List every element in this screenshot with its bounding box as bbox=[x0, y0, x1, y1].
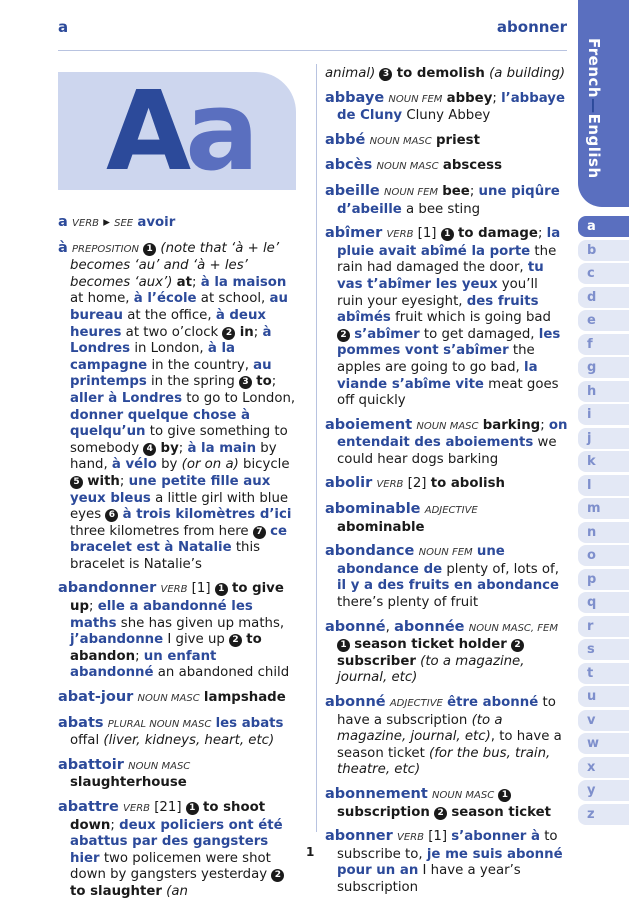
alphabet-tab-a[interactable]: a bbox=[578, 216, 629, 237]
sense-number: 1 bbox=[186, 802, 199, 815]
text: ; bbox=[469, 183, 479, 199]
text: ; bbox=[253, 324, 263, 340]
text: meat goes off quickly bbox=[337, 376, 559, 409]
french-example: les pommes vont s’abîmer bbox=[337, 326, 561, 359]
french-example: on entendait des aboiements bbox=[337, 417, 568, 451]
dictionary-entry bbox=[325, 90, 568, 125]
headword: abandonner bbox=[58, 580, 157, 597]
dictionary-entry bbox=[325, 694, 568, 779]
french-example: des fruits abîmés bbox=[337, 293, 539, 326]
part-of-speech: SEE bbox=[114, 218, 134, 229]
gloss: (to a magazine, journal, etc) bbox=[337, 653, 525, 686]
headword: abonné bbox=[325, 618, 386, 635]
text: ; bbox=[271, 374, 277, 390]
part-of-speech: NOUN MASC bbox=[137, 693, 200, 705]
french-example: la viande s’abîme vite bbox=[337, 359, 538, 392]
french-example: une abondance de bbox=[337, 544, 505, 577]
text: Cluny Abbey bbox=[402, 108, 491, 124]
gloss: (for the bus, train, theatre, etc) bbox=[337, 745, 551, 778]
translation: with bbox=[87, 473, 120, 489]
translation: priest bbox=[436, 132, 480, 148]
translation: subscription bbox=[337, 804, 430, 820]
text: we could hear dogs barking bbox=[337, 435, 557, 467]
sense-number: 2 bbox=[337, 329, 350, 342]
text: there’s plenty of fruit bbox=[337, 595, 479, 611]
text: to get damaged, bbox=[419, 326, 539, 342]
sense-number: 3 bbox=[379, 68, 392, 81]
french-example: elle a abandonné les maths bbox=[70, 599, 253, 631]
sense-number: 1 bbox=[337, 639, 350, 652]
alphabet-tab-e[interactable]: e bbox=[578, 310, 629, 331]
text: [1] bbox=[423, 829, 452, 845]
translation: in bbox=[239, 324, 254, 340]
headword: abolir bbox=[325, 475, 373, 492]
part-of-speech: NOUN MASC, FEM bbox=[468, 622, 558, 634]
translation: barking bbox=[482, 417, 541, 433]
alphabet-tab-o[interactable]: o bbox=[578, 545, 629, 566]
headword: a bbox=[58, 214, 68, 230]
dictionary-entry bbox=[325, 417, 568, 469]
french-example: la pluie avait abîmé la porte bbox=[337, 226, 561, 259]
translation: to give up bbox=[70, 581, 284, 615]
text: at school, bbox=[196, 291, 270, 307]
sense-number: 1 bbox=[143, 243, 156, 256]
headword: aboiement bbox=[325, 416, 413, 433]
text: to go to London, bbox=[181, 390, 296, 406]
dictionary-entry bbox=[58, 240, 296, 574]
headword: abbé bbox=[325, 131, 366, 148]
alphabet-tab-v[interactable]: v bbox=[578, 710, 629, 731]
alphabet-tab-m[interactable]: m bbox=[578, 498, 629, 519]
gloss: (an bbox=[161, 883, 188, 899]
headword: abbaye bbox=[325, 89, 385, 106]
alphabet-tab-g[interactable]: g bbox=[578, 357, 629, 378]
part-of-speech: VERB bbox=[386, 229, 414, 241]
text: fruit which is going bad bbox=[390, 310, 551, 326]
french-example: à Londres bbox=[70, 324, 272, 357]
alphabet-tab-t[interactable]: t bbox=[578, 663, 629, 684]
tab-lang-target: English bbox=[585, 113, 603, 179]
dictionary-entry bbox=[58, 715, 296, 750]
text: offal bbox=[70, 733, 104, 749]
alphabet-tab-c[interactable]: c bbox=[578, 263, 629, 284]
french-example: à l’école bbox=[133, 291, 197, 307]
text: ▸ bbox=[99, 215, 115, 230]
part-of-speech: VERB bbox=[376, 479, 404, 491]
headword: abominable bbox=[325, 501, 421, 518]
french-example: avoir bbox=[137, 215, 176, 230]
text: , bbox=[385, 619, 395, 635]
translation: by bbox=[160, 440, 179, 456]
text: [21] bbox=[150, 800, 186, 815]
text: ; bbox=[135, 648, 144, 664]
text: bicycle bbox=[238, 457, 290, 473]
part-of-speech: NOUN FEM bbox=[383, 186, 439, 198]
french-example: ce bracelet est à Natalie bbox=[70, 523, 287, 556]
alphabet-tab-z[interactable]: z bbox=[578, 804, 629, 825]
gloss: (liver, kidneys, heart, etc) bbox=[103, 733, 275, 749]
alphabet-tab-s[interactable]: s bbox=[578, 639, 629, 660]
text: the apples are going to go bad, bbox=[337, 343, 535, 375]
french-example: à vélo bbox=[111, 457, 157, 473]
french-example: au bureau bbox=[70, 291, 288, 323]
text: in the spring bbox=[146, 374, 240, 390]
text: [1] bbox=[413, 226, 441, 242]
translation: slaughterhouse bbox=[70, 775, 187, 791]
french-example: à deux heures bbox=[70, 307, 266, 340]
guide-word-left: a bbox=[58, 18, 69, 36]
text: , to have a season ticket bbox=[337, 729, 562, 761]
translation: at bbox=[176, 274, 193, 290]
translation: season ticket bbox=[451, 804, 552, 820]
headword: abattre bbox=[58, 799, 119, 815]
text: plenty of, lots of, bbox=[442, 561, 559, 577]
french-example: aller à Londres bbox=[70, 390, 182, 406]
alphabet-tab-h[interactable]: h bbox=[578, 381, 629, 402]
thumb-tab-title bbox=[585, 38, 603, 179]
right-column bbox=[325, 66, 568, 904]
text: this bracelet is Natalie’s bbox=[70, 540, 261, 572]
alphabet-tab-l[interactable]: l bbox=[578, 475, 629, 496]
alphabet-tab-k[interactable]: k bbox=[578, 451, 629, 472]
big-letter-upper: A bbox=[106, 67, 186, 195]
big-letter bbox=[106, 66, 253, 196]
alphabet-tab-q[interactable]: q bbox=[578, 592, 629, 613]
part-of-speech: PREPOSITION bbox=[72, 243, 139, 255]
alphabet-tab-b[interactable]: b bbox=[578, 240, 629, 261]
translation: abscess bbox=[442, 158, 502, 174]
text: ; bbox=[492, 90, 502, 106]
part-of-speech: NOUN FEM bbox=[418, 547, 473, 559]
headword: abat-jour bbox=[58, 689, 134, 706]
translation: to bbox=[256, 374, 272, 390]
text: ; bbox=[192, 274, 201, 290]
text: by bbox=[156, 457, 182, 473]
dictionary-entry bbox=[325, 132, 568, 151]
text: in the country, bbox=[147, 357, 254, 373]
alphabet-tab-n[interactable]: n bbox=[578, 522, 629, 543]
french-example: au printemps bbox=[70, 357, 272, 390]
translation: to slaughter bbox=[70, 883, 162, 899]
alphabet-tab-p[interactable]: p bbox=[578, 569, 629, 590]
translation: to damage bbox=[457, 226, 538, 242]
part-of-speech: NOUN MASC bbox=[416, 420, 479, 432]
text: an abandoned child bbox=[153, 665, 290, 681]
french-example: j’abandonne bbox=[70, 632, 164, 648]
text: in London, bbox=[130, 341, 208, 357]
dictionary-entry bbox=[58, 799, 296, 901]
text: ; bbox=[178, 440, 188, 456]
translation: bee bbox=[442, 183, 470, 199]
gloss: (a building) bbox=[484, 66, 566, 81]
alphabet-tab-d[interactable]: d bbox=[578, 287, 629, 308]
headword: abcès bbox=[325, 157, 373, 174]
headword: abonné bbox=[325, 694, 386, 710]
tab-lang-source: French bbox=[585, 38, 603, 99]
french-example: à la campagne bbox=[70, 341, 236, 373]
dictionary-entry bbox=[325, 828, 568, 896]
text: three kilometres from here bbox=[70, 523, 253, 539]
text: at two o’clock bbox=[121, 324, 223, 340]
translation: season ticket holder bbox=[354, 637, 507, 653]
french-example: les abats bbox=[215, 715, 284, 731]
tab-dash: — bbox=[585, 98, 603, 114]
sense-number: 2 bbox=[434, 807, 447, 820]
text: [1] bbox=[187, 581, 215, 597]
part-of-speech: VERB bbox=[397, 832, 424, 844]
text: [2] bbox=[403, 476, 431, 492]
french-example: une piqûre d’abeille bbox=[337, 183, 560, 217]
french-example: il y a des fruits en abondance bbox=[337, 578, 560, 594]
alphabet-tab-y[interactable]: y bbox=[578, 780, 629, 801]
big-letter-lower: a bbox=[185, 67, 254, 195]
sense-number: 4 bbox=[143, 443, 156, 456]
text: I have a year’s subscription bbox=[337, 863, 521, 895]
french-example: s’abonner à bbox=[451, 829, 540, 845]
sense-number: 5 bbox=[70, 476, 83, 489]
gloss: (to a magazine, journal, etc) bbox=[337, 712, 503, 745]
part-of-speech: NOUN MASC bbox=[432, 789, 495, 801]
headword: abonnement bbox=[325, 785, 428, 802]
page-number: 1 bbox=[306, 845, 315, 859]
text: ; bbox=[89, 599, 98, 615]
alphabet-tab-u[interactable]: u bbox=[578, 686, 629, 707]
headword: abonnée bbox=[394, 618, 465, 635]
dictionary-entry bbox=[58, 214, 296, 233]
translation: to abolish bbox=[430, 476, 505, 492]
text: at home, bbox=[70, 291, 134, 307]
french-example: donner quelque chose à quelqu’un bbox=[70, 407, 251, 440]
french-example: l’abbaye de Cluny bbox=[337, 90, 565, 124]
french-example: être abonné bbox=[447, 695, 539, 710]
dictionary-entry bbox=[325, 183, 568, 218]
part-of-speech: VERB bbox=[123, 803, 150, 814]
alphabet-tab-j[interactable]: j bbox=[578, 428, 629, 449]
headword: abondance bbox=[325, 543, 415, 560]
text: to subscribe to, bbox=[337, 829, 558, 862]
text: to have a subscription bbox=[337, 695, 556, 728]
part-of-speech: VERB bbox=[72, 218, 99, 229]
sense-number: 2 bbox=[229, 634, 242, 647]
text: a little girl with blue eyes bbox=[70, 490, 289, 523]
headword: abîmer bbox=[325, 225, 383, 242]
sense-number: 2 bbox=[271, 869, 284, 882]
gloss: (or on a) bbox=[181, 457, 239, 473]
dictionary-entry bbox=[325, 786, 568, 821]
french-example: deux policiers ont été abattus par des gangsters hier bbox=[70, 817, 283, 866]
sense-number: 1 bbox=[441, 228, 454, 241]
headword: abattoir bbox=[58, 756, 124, 773]
dictionary-entry bbox=[325, 225, 568, 410]
sense-number: 2 bbox=[511, 639, 524, 652]
french-example: tu vas t’abîmer les yeux bbox=[337, 260, 544, 292]
dictionary-entry bbox=[325, 543, 568, 611]
dictionary-entry bbox=[325, 501, 568, 536]
column-divider bbox=[316, 64, 317, 832]
headword: abonner bbox=[325, 828, 393, 845]
text: by hand, bbox=[70, 440, 277, 473]
translation: lampshade bbox=[203, 690, 286, 706]
alphabet-tab-f[interactable]: f bbox=[578, 334, 629, 355]
alphabet-tab-r[interactable]: r bbox=[578, 616, 629, 637]
text: to give something to somebody bbox=[70, 424, 288, 456]
translation: to shoot down bbox=[70, 800, 266, 833]
part-of-speech: PLURAL NOUN MASC bbox=[107, 718, 212, 730]
headword: abats bbox=[58, 714, 104, 731]
dictionary-entry bbox=[58, 757, 296, 792]
text: two policemen were shot down by gangsters yesterday bbox=[70, 850, 272, 883]
sense-number: 3 bbox=[239, 376, 252, 389]
part-of-speech: NOUN MASC bbox=[128, 760, 191, 772]
french-example: un enfant abandonné bbox=[70, 648, 217, 681]
part-of-speech: VERB bbox=[160, 584, 188, 596]
sense-number: 6 bbox=[105, 509, 118, 522]
sense-number: 2 bbox=[222, 327, 235, 340]
alphabet-index bbox=[578, 216, 629, 827]
text: you’ll ruin your eyesight, bbox=[337, 276, 538, 309]
dictionary-entry bbox=[325, 66, 568, 83]
text: ; bbox=[540, 417, 549, 433]
part-of-speech: ADJECTIVE bbox=[424, 505, 478, 517]
dictionary-entry bbox=[58, 580, 296, 682]
part-of-speech: NOUN MASC bbox=[369, 135, 432, 147]
translation: abominable bbox=[337, 519, 425, 535]
header-rule bbox=[58, 50, 567, 51]
french-example: une petite fille aux yeux bleus bbox=[70, 473, 271, 506]
part-of-speech: NOUN MASC bbox=[376, 161, 439, 173]
translation: to demolish bbox=[396, 66, 485, 81]
french-example: à la maison bbox=[200, 274, 287, 290]
alphabet-tab-x[interactable]: x bbox=[578, 757, 629, 778]
sense-number: 1 bbox=[498, 789, 511, 802]
dictionary-entry bbox=[58, 689, 296, 708]
translation: abbey bbox=[446, 90, 493, 106]
dictionary-entry bbox=[325, 475, 568, 494]
text: ; bbox=[119, 473, 129, 489]
french-example: à la main bbox=[187, 440, 257, 456]
dictionary-entry bbox=[325, 157, 568, 176]
left-column bbox=[58, 214, 296, 908]
gloss: (note that ‘à + le’ becomes ‘au’ and ‘à + les’ becomes ‘aux’) bbox=[70, 240, 280, 290]
translation: to abandon bbox=[70, 632, 262, 664]
translation: subscriber bbox=[337, 653, 416, 669]
text: ; bbox=[537, 226, 547, 242]
text: she has given up maths, bbox=[116, 615, 285, 631]
text: the rain had damaged the door, bbox=[337, 243, 557, 276]
alphabet-tab-i[interactable]: i bbox=[578, 404, 629, 425]
text: I give up bbox=[163, 632, 230, 648]
headword: abeille bbox=[325, 182, 380, 199]
french-example: s’abîmer bbox=[354, 326, 420, 342]
headword: à bbox=[58, 239, 68, 256]
french-example: je me suis abonné pour un an bbox=[337, 846, 563, 879]
sense-number: 7 bbox=[253, 526, 266, 539]
sense-number: 1 bbox=[215, 583, 228, 596]
part-of-speech: NOUN FEM bbox=[388, 93, 443, 105]
text: ; bbox=[110, 817, 120, 833]
text: at the office, bbox=[123, 307, 216, 323]
text: a bee sting bbox=[401, 201, 481, 217]
french-example: à trois kilomètres d’ici bbox=[122, 507, 292, 523]
gloss: animal) bbox=[325, 66, 380, 81]
part-of-speech: ADJECTIVE bbox=[389, 698, 443, 709]
dictionary-entry bbox=[325, 619, 568, 687]
guide-word-right: abonner bbox=[496, 18, 567, 36]
alphabet-tab-w[interactable]: w bbox=[578, 733, 629, 754]
